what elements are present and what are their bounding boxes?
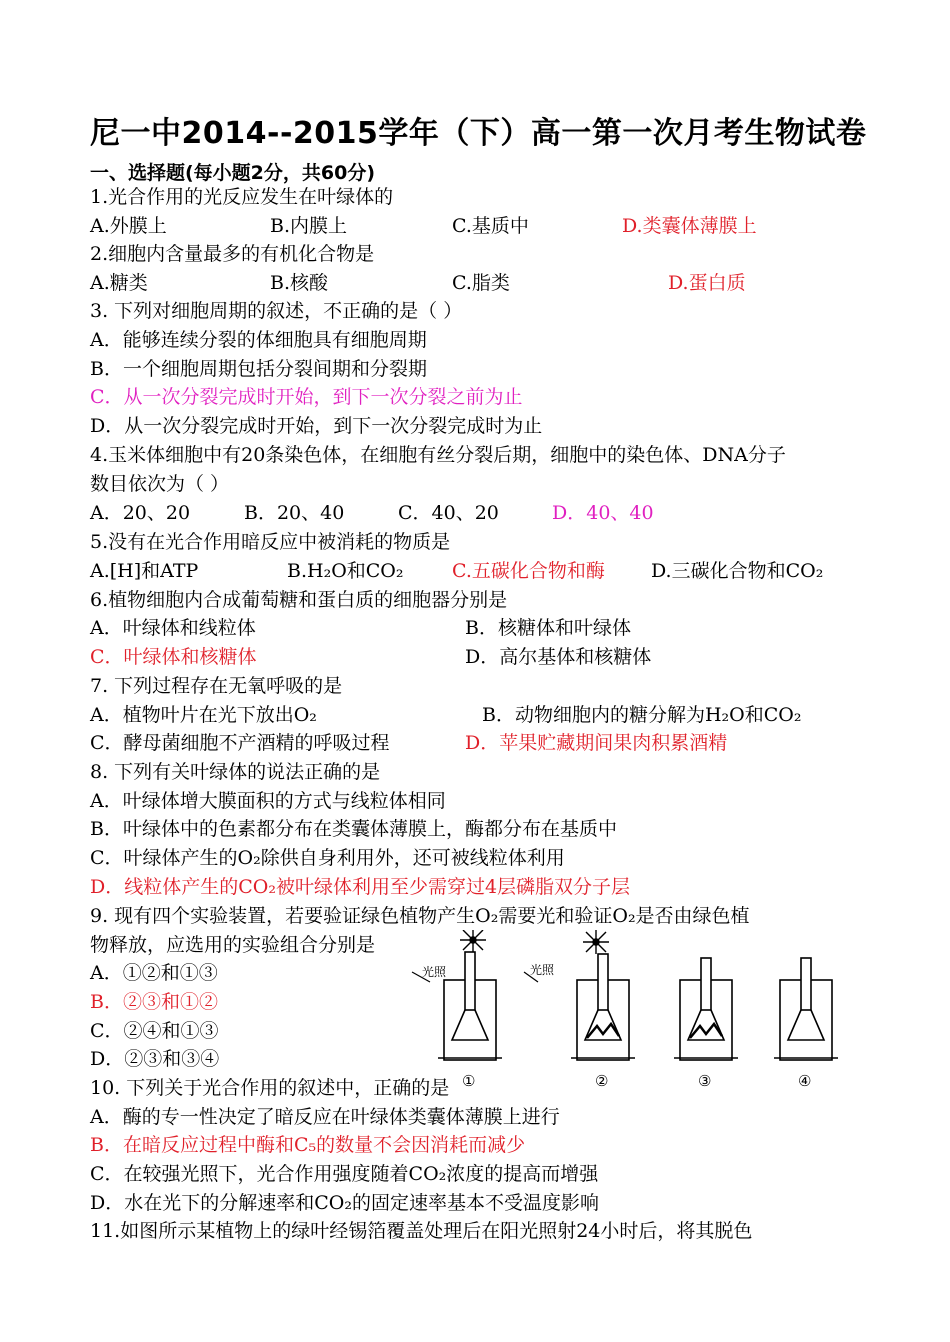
q10-option-a: A．酶的专一性决定了暗反应在叶绿体类囊体薄膜上进行 — [90, 1106, 560, 1128]
q6-option-d: D．高尔基体和核糖体 — [465, 646, 652, 668]
q7-stem: 7. 下列过程存在无氧呼吸的是 — [90, 675, 343, 697]
q8-option-c: C．叶绿体产生的O₂除供自身利用外，还可被线粒体利用 — [90, 847, 565, 869]
q5-option-d: D.三碳化合物和CO₂ — [651, 560, 824, 582]
q5-option-a: A.[H]和ATP — [90, 560, 199, 582]
q3-option-d: D．从一次分裂完成时开始，到下一次分裂完成时为止 — [90, 415, 543, 437]
q7-option-a: A．植物叶片在光下放出O₂ — [90, 704, 317, 726]
q5-stem: 5.没有在光合作用暗反应中被消耗的物质是 — [90, 531, 451, 553]
q10-option-b: B．在暗反应过程中酶和C₅的数量不会因消耗而减少 — [90, 1134, 526, 1156]
q2-option-d: D.蛋白质 — [668, 272, 746, 294]
figure-label-3: ③ — [698, 1072, 712, 1090]
q3-option-b: B．一个细胞周期包括分裂间期和分裂期 — [90, 358, 427, 380]
q8-stem: 8. 下列有关叶绿体的说法正确的是 — [90, 761, 381, 783]
figure-label-2: ② — [595, 1072, 609, 1090]
q9-option-c: C．②④和①③ — [90, 1020, 219, 1042]
q8-option-d: D．线粒体产生的CO₂被叶绿体利用至少需穿过4层磷脂双分子层 — [90, 876, 631, 898]
q2-option-a: A.糖类 — [90, 272, 148, 294]
q6-option-a: A．叶绿体和线粒体 — [90, 617, 256, 639]
q9-option-b: B．②③和①② — [90, 991, 218, 1013]
q1-option-a: A.外膜上 — [90, 215, 167, 237]
q6-option-c: C．叶绿体和核糖体 — [90, 646, 257, 668]
q4-stem-line2: 数目依次为（ ） — [90, 473, 230, 495]
q9-option-a: A．①②和①③ — [90, 962, 218, 984]
q1-option-b: B.内膜上 — [270, 215, 348, 237]
q6-option-b: B．核糖体和叶绿体 — [465, 617, 631, 639]
q4-option-c: C．40、20 — [398, 502, 499, 524]
q7-option-c: C．酵母菌细胞不产酒精的呼吸过程 — [90, 732, 390, 754]
apparatus-4 — [774, 958, 838, 1060]
q4-option-a: A．20、20 — [90, 502, 191, 524]
q1-option-d: D.类囊体薄膜上 — [622, 215, 757, 237]
apparatus-3 — [674, 958, 738, 1060]
q10-stem: 10. 下列关于光合作用的叙述中，正确的是 — [90, 1077, 450, 1099]
q2-stem: 2.细胞内含量最多的有机化合物是 — [90, 243, 375, 265]
q3-option-a: A．能够连续分裂的体细胞具有细胞周期 — [90, 329, 427, 351]
apparatus-1 — [438, 952, 502, 1060]
q9-stem-line2: 物释放，应选用的实验组合分别是 — [90, 934, 376, 956]
q4-option-d: D．40、40 — [552, 502, 654, 524]
q11-stem: 11.如图所示某植物上的绿叶经锡箔覆盖处理后在阳光照射24小时后，将其脱色 — [90, 1220, 753, 1242]
light-label-2: 光照 — [530, 963, 555, 977]
q1-stem: 1.光合作用的光反应发生在叶绿体的 — [90, 186, 394, 208]
section-heading: 一、选择题(每小题2分，共60分) — [90, 162, 376, 184]
q8-option-b: B．叶绿体中的色素都分布在类囊体薄膜上，酶都分布在基质中 — [90, 818, 617, 840]
sun-icon — [583, 930, 609, 954]
q3-option-c: C．从一次分裂完成时开始，到下一次分裂之前为止 — [90, 386, 523, 408]
q1-option-c: C.基质中 — [452, 215, 529, 237]
exam-title: 尼一中2014--2015学年（下）高一第一次月考生物试卷 — [90, 116, 867, 151]
sun-icon — [460, 930, 486, 952]
q5-option-c: C.五碳化合物和酶 — [452, 560, 605, 582]
q4-stem-line1: 4.玉米体细胞中有20条染色体，在细胞有丝分裂后期，细胞中的染色体、DNA分子 — [90, 444, 786, 466]
q10-option-d: D．水在光下的分解速率和CO₂的固定速率基本不受温度影响 — [90, 1192, 599, 1214]
light-label-1: 光照 — [422, 965, 447, 979]
q5-option-b: B.H₂O和CO₂ — [287, 560, 404, 582]
q2-option-b: B.核酸 — [270, 272, 329, 294]
q6-stem: 6.植物细胞内合成葡萄糖和蛋白质的细胞器分别是 — [90, 589, 508, 611]
q10-option-c: C．在较强光照下，光合作用强度随着CO₂浓度的提高而增强 — [90, 1163, 599, 1185]
q7-option-d: D．苹果贮藏期间果肉积累酒精 — [465, 732, 728, 754]
q8-option-a: A．叶绿体增大膜面积的方式与线粒体相同 — [90, 790, 446, 812]
q9-option-d: D．②③和③④ — [90, 1048, 220, 1070]
experiment-apparatus-figure — [408, 930, 858, 1090]
figure-label-4: ④ — [798, 1072, 812, 1090]
figure-label-1: ① — [462, 1072, 476, 1090]
q9-stem-line1: 9. 现有四个实验装置，若要验证绿色植物产生O₂需要光和验证O₂是否由绿色植 — [90, 905, 750, 927]
q7-option-b: B．动物细胞内的糖分解为H₂O和CO₂ — [482, 704, 802, 726]
q3-stem: 3. 下列对细胞周期的叙述，不正确的是（ ） — [90, 300, 463, 322]
apparatus-2 — [571, 954, 635, 1060]
q4-option-b: B．20、40 — [244, 502, 345, 524]
q2-option-c: C.脂类 — [452, 272, 510, 294]
